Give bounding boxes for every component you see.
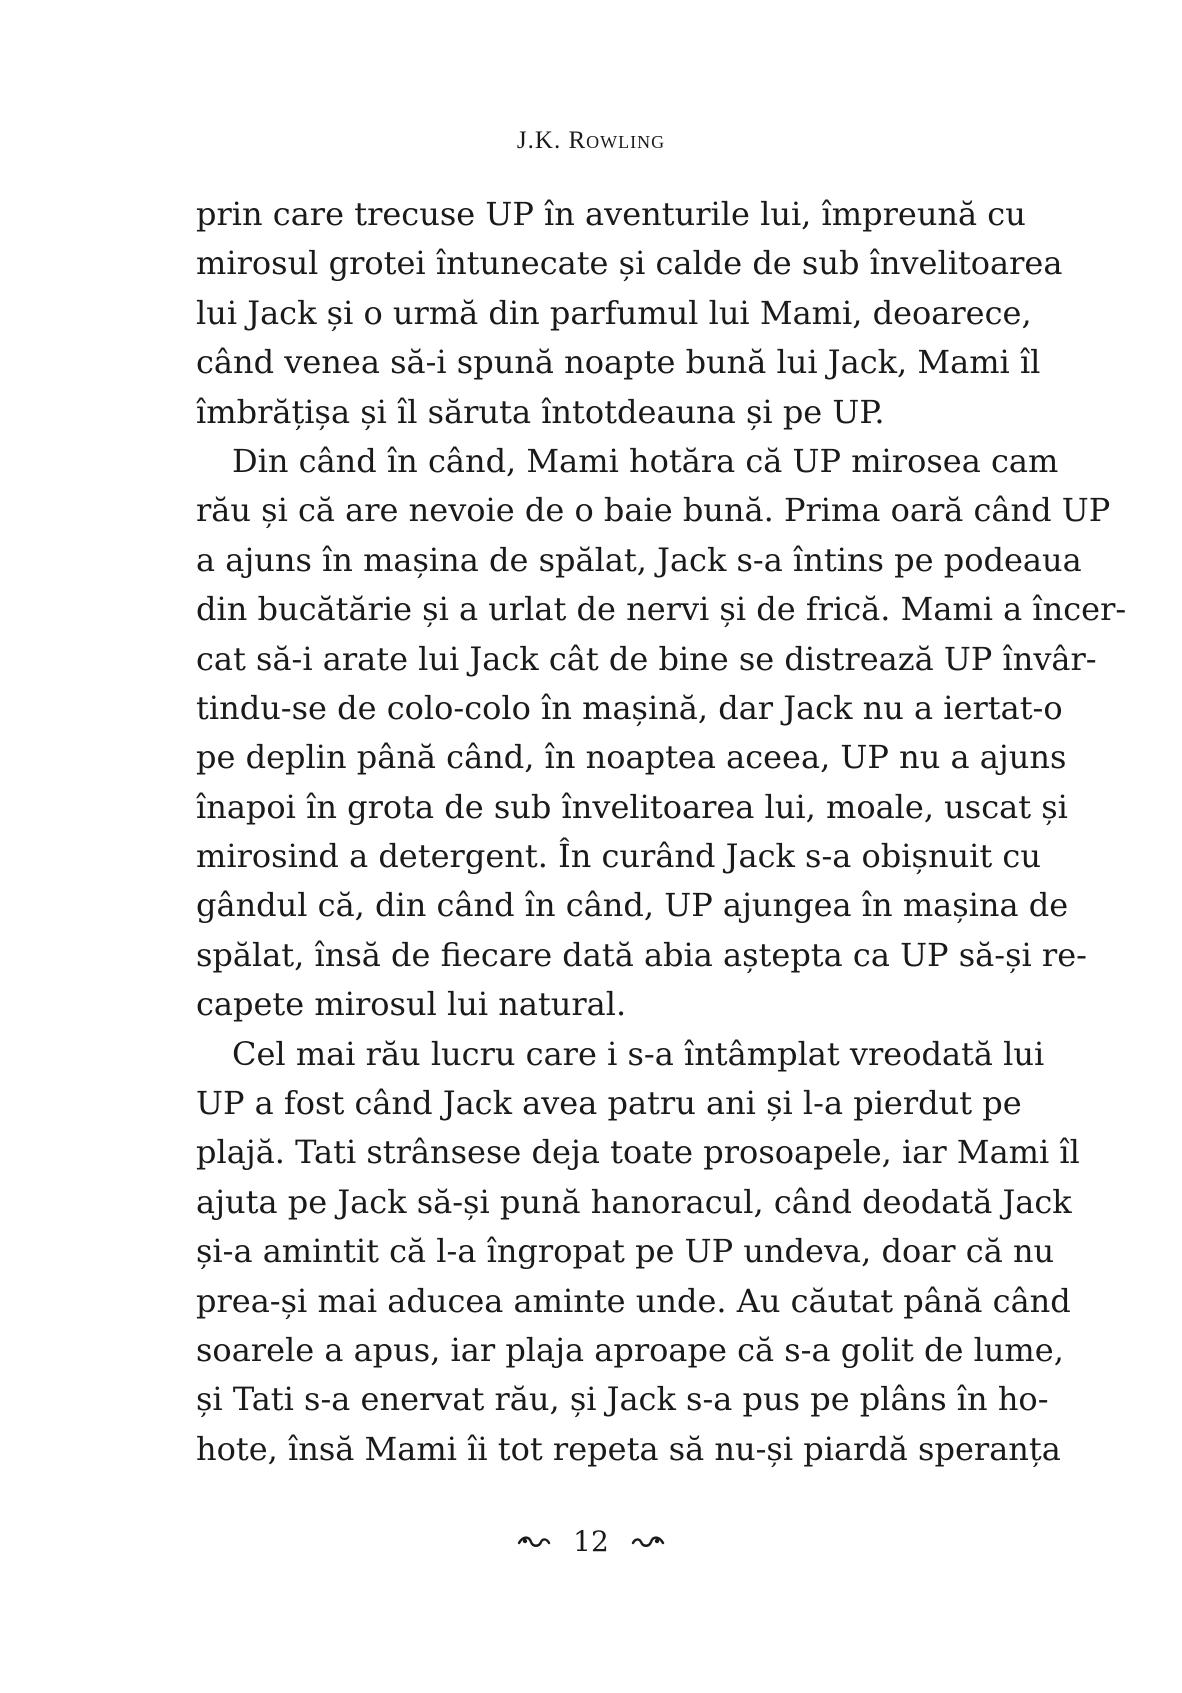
text-line: a ajuns în mașina de spălat, Jack s-a întins pe podeaua <box>196 540 1082 579</box>
text-line: spălat, însă de fiecare dată abia aștepta ca UP să-și re- <box>196 935 1087 974</box>
text-line: cat să-i arate lui Jack cât de bine se distrează UP învâr- <box>196 639 1097 678</box>
text-line: și-a amintit că l-a îngropat pe UP undeva, doar că nu <box>196 1232 1055 1271</box>
text-line: mirosul grotei întunecate și calde de sub învelitoarea <box>196 244 1063 283</box>
text-line: ajuta pe Jack să-și pună hanoracul, când deodată Jack <box>196 1182 1072 1221</box>
text-line: îmbrățișa și îl săruta întotdeauna și pe UP. <box>196 392 885 431</box>
fleuron-right-icon <box>631 1534 665 1550</box>
text-line: prea-și mai aducea aminte unde. Au căutat până când <box>196 1281 1071 1320</box>
text-line: plajă. Tati strânsese deja toate prosoapele, iar Mami îl <box>196 1133 1080 1172</box>
text-line: din bucătărie și a urlat de nervi și de frică. Mami a încer- <box>196 590 1127 629</box>
text-line: tindu-se de colo-colo în mașină, dar Jack nu a iertat-o <box>196 688 1063 727</box>
text-line: pe deplin până când, în noaptea aceea, UP nu a ajuns <box>196 738 1067 777</box>
text-line: lui Jack și o urmă din parfumul lui Mami, deoarece, <box>196 293 1032 332</box>
text-line: UP a fost când Jack avea patru ani și l-a pierdut pe <box>196 1084 1022 1123</box>
text-line: soarele a apus, iar plaja aproape că s-a golit de lume, <box>196 1330 1064 1369</box>
text-line: prin care trecuse UP în aventurile lui, împreună cu <box>196 195 1026 233</box>
text-line: hote, însă Mami îi tot repeta să nu-și piardă speranța <box>196 1429 1061 1468</box>
fleuron-left-icon <box>517 1534 551 1550</box>
text-line: capete mirosul lui natural. <box>196 985 627 1024</box>
text-line: gândul că, din când în când, UP ajungea în mașina de <box>196 886 1069 925</box>
text-line: mirosind a detergent. În curând Jack s-a obișnuit cu <box>196 837 1041 876</box>
paragraph-start-line: Cel mai rău lucru care i s-a întâmplat vreodată lui <box>232 1034 1045 1073</box>
text-line: și Tati s-a enervat rău, și Jack s-a pus pe plâns în ho- <box>196 1380 1049 1419</box>
text-line: când venea să-i spună noapte bună lui Jack, Mami îl <box>196 343 1041 382</box>
running-head: J.K. Rowling <box>516 127 666 154</box>
page-footer <box>0 1525 1182 1558</box>
text-line: înapoi în grota de sub învelitoarea lui, moale, uscat și <box>196 787 1068 826</box>
text-line: rău și că are nevoie de o baie bună. Prima oară când UP <box>196 491 1111 530</box>
paragraph-start-line: Din când în când, Mami hotăra că UP mirosea cam <box>232 441 1059 480</box>
body-text <box>196 190 1127 1474</box>
page-number: 12 <box>573 1525 609 1558</box>
